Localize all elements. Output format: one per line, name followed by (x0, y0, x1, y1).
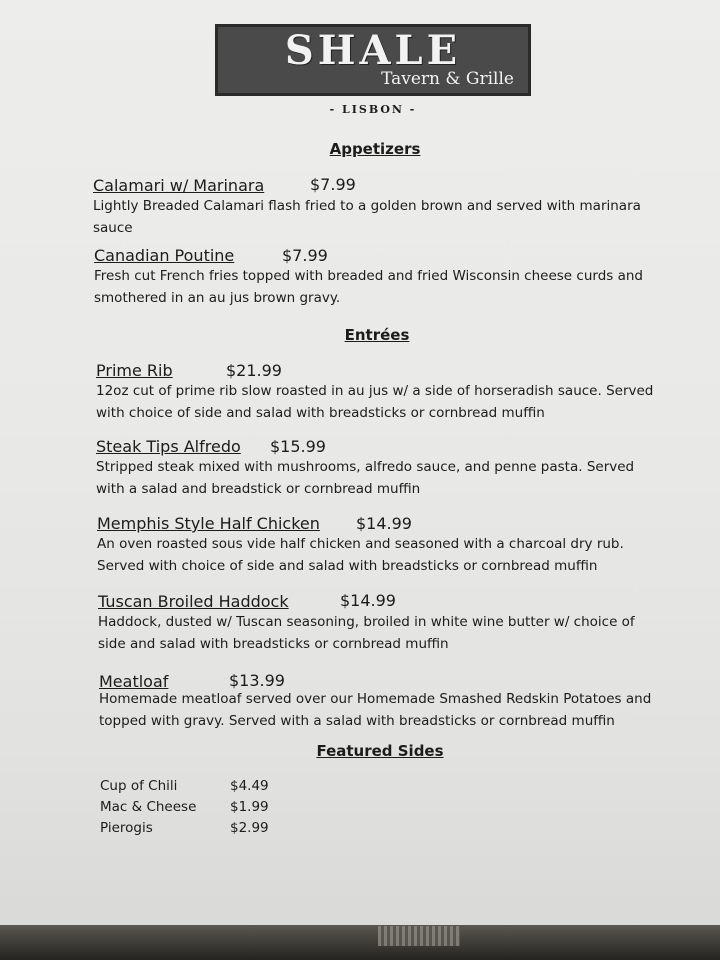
description-line: side and salad with breadsticks or cornbread muffin (98, 636, 449, 652)
description-line: Haddock, dusted w/ Tuscan seasoning, broiled in white wine butter w/ choice of (98, 614, 635, 630)
sides-heading: Featured Sides (316, 742, 444, 760)
side-item-name: Cup of Chili (100, 778, 178, 794)
description-line: topped with gravy. Served with a salad with breadsticks or cornbread muffin (99, 713, 615, 729)
menu-item-name: Canadian Poutine (94, 246, 235, 265)
menu-item-price: $21.99 (226, 361, 282, 380)
description-line: 12oz cut of prime rib slow roasted in au jus w/ a side of horseradish sauce. Served (96, 383, 654, 399)
menu-item-name: Prime Rib (96, 361, 173, 380)
side-item-price: $1.99 (230, 799, 269, 815)
logo-title: SHALE (284, 27, 462, 74)
description-line: Stripped steak mixed with mushrooms, alfredo sauce, and penne pasta. Served (96, 459, 635, 475)
menu-item-name: Calamari w/ Marinara (93, 176, 265, 195)
bottom-stamp-mark (378, 926, 460, 946)
side-item-name: Pierogis (100, 820, 153, 836)
menu-item-description (97, 533, 677, 577)
side-item-price: $4.49 (230, 778, 269, 794)
table-surface (0, 925, 720, 960)
menu-item-price: $13.99 (229, 671, 285, 690)
description-line: with a salad and breadstick or cornbread muffin (96, 481, 421, 497)
description-line: Homemade meatloaf served over our Homemade Smashed Redskin Potatoes and (99, 691, 652, 707)
menu-item-description (96, 456, 676, 500)
entrees-heading: Entrées (344, 326, 410, 344)
description-line: An oven roasted sous vide half chicken and seasoned with a charcoal dry rub. (97, 536, 624, 552)
menu-item-price: $14.99 (340, 591, 396, 610)
description-line: sauce (93, 220, 133, 236)
description-line: Lightly Breaded Calamari flash fried to a golden brown and served with marinara (93, 198, 641, 214)
menu-item-description (98, 611, 678, 655)
menu-item-description (96, 380, 676, 424)
logo-subtitle: Tavern & Grille (381, 69, 514, 89)
menu-item-name: Meatloaf (99, 672, 169, 691)
description-line: smothered in an au jus brown gravy. (94, 290, 341, 306)
menu-item-price: $14.99 (356, 514, 412, 533)
side-item-price: $2.99 (230, 820, 269, 836)
side-item-name: Mac & Cheese (100, 799, 197, 815)
menu-item-description (94, 265, 674, 309)
location-label: - LISBON - (329, 103, 417, 116)
menu-item-name: Tuscan Broiled Haddock (98, 592, 289, 611)
shale-logo (215, 24, 531, 96)
menu-item-name: Memphis Style Half Chicken (97, 514, 320, 533)
description-line: Fresh cut French fries topped with breaded and fried Wisconsin cheese curds and (94, 268, 643, 284)
appetizers-heading: Appetizers (329, 140, 421, 158)
menu-item-description (93, 195, 673, 239)
menu-item-price: $7.99 (310, 175, 356, 194)
description-line: Served with choice of side and salad with breadsticks or cornbread muffin (97, 558, 598, 574)
description-line: with choice of side and salad with breadsticks or cornbread muffin (96, 405, 545, 421)
menu-item-name: Steak Tips Alfredo (96, 437, 241, 456)
menu-item-price: $15.99 (270, 437, 326, 456)
menu-item-description (99, 688, 679, 732)
menu-item-price: $7.99 (282, 246, 328, 265)
